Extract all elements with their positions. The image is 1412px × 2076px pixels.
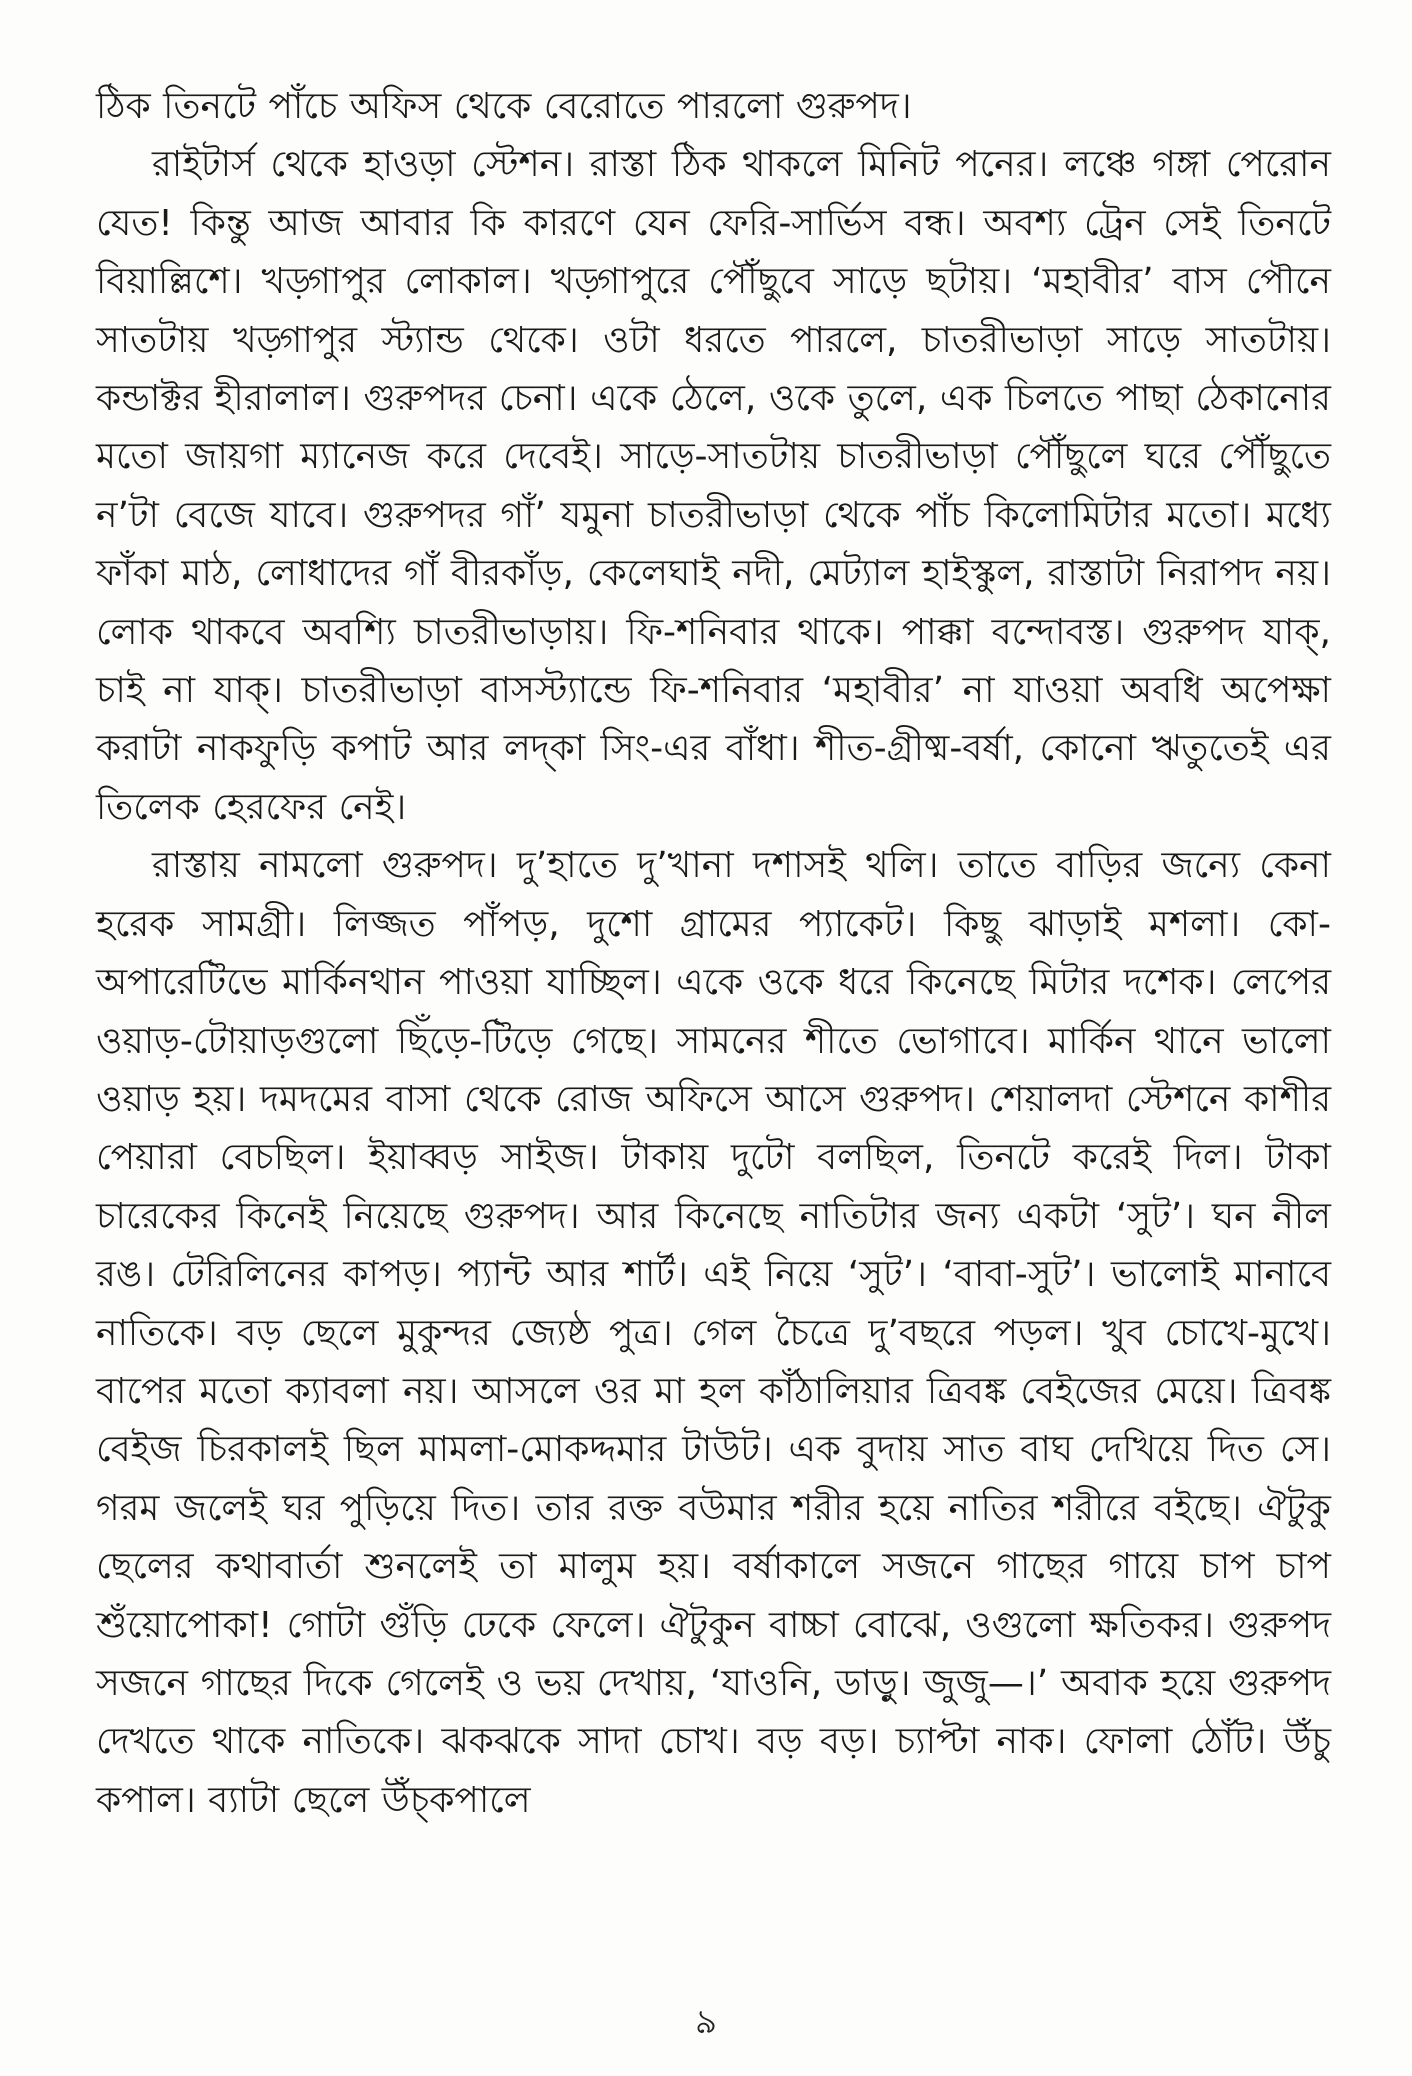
paragraph-2: রাইটার্স থেকে হাওড়া স্টেশন। রাস্তা ঠিক থাকলে মিনিট পনের। লঞ্চে গঙ্গা পেরোন যেত! কিন্তু আজ আবার কি কারণে যেন ফেরি-সার্ভিস বন্ধ। অবশ্য ট্রেন সেই তিনটে বিয়াল্লিশে। খড়্গাপুর লোকাল। খড়্গাপুরে পৌঁছুবে সাড়ে ছটায়। ‘মহাবীর’ বাস পৌনে সাতটায় খড়্গাপুর স্ট্যান্ড থেকে। ওটা ধরতে পারলে, চাতরীভাড়া সাড়ে সাতটায়। কন্ডাক্টর হীরালাল। গুরুপদর চেনা। একে ঠেলে, ওকে তুলে, এক চিলতে পাছা ঠেকানোর মতো জায়গা ম্যানেজ করে দেবেই। সাড়ে-সাতটায় চাতরীভাড়া পৌঁছুলে ঘরে পৌঁছুতে ন’টা বেজে যাবে। গুরুপদর গাঁ’ যমুনা চাতরীভাড়া থেকে পাঁচ কিলোমিটার মতো। মধ্যে ফাঁকা মাঠ, লোধাদের গাঁ বীরকাঁড়, কেলেঘাই নদী, মেট্যাল হাইস্কুল, রাস্তাটা নিরাপদ নয়। লোক থাকবে অবশ্যি চাতরীভাড়ায়। ফি-শনিবার থাকে। পাক্কা বন্দোবস্ত। গুরুপদ যাক্, চাই না যাক্। চাতরীভাড়া বাসস্ট্যান্ডে ফি-শনিবার ‘মহাবীর’ না যাওয়া অবধি অপেক্ষা করাটা নাকফুড়ি কপাট আর লদ্কা সিং-এর বাঁধা। শীত-গ্রীষ্ম-বর্ষা, কোনো ঋতুতেই এর তিলেক হেরফের নেই। xyxy=(96,144,1331,828)
page-text-body xyxy=(96,78,1331,1830)
paragraph-3: রাস্তায় নামলো গুরুপদ। দু’হাতে দু’খানা দশাসই থলি। তাতে বাড়ির জন্যে কেনা হরেক সামগ্রী। লিজ্জত পাঁপড়, দুশো গ্রামের প্যাকেট। কিছু ঝাড়াই মশলা। কো-অপারেটিভে মার্কিনথান পাওয়া যাচ্ছিল। একে ওকে ধরে কিনেছে মিটার দশেক। লেপের ওয়াড়-টোয়াড়গুলো ছিঁড়ে-টিড়ে গেছে। সামনের শীতে ভোগাবে। মার্কিন থানে ভালো ওয়াড় হয়। দমদমের বাসা থেকে রোজ অফিসে আসে গুরুপদ। শেয়ালদা স্টেশনে কাশীর পেয়ারা বেচছিল। ইয়াব্বড় সাইজ। টাকায় দুটো বলছিল, তিনটে করেই দিল। টাকা চারেকের কিনেই নিয়েছে গুরুপদ। আর কিনেছে নাতিটার জন্য একটা ‘সুট’। ঘন নীল রঙ। টেরিলিনের কাপড়। প্যান্ট আর শার্ট। এই নিয়ে ‘সুট’। ‘বাবা-সুট’। ভালোই মানাবে নাতিকে। বড় ছেলে মুকুন্দর জ্যেষ্ঠ পুত্র। গেল চৈত্রে দু’বছরে পড়ল। খুব চোখে-মুখে। বাপের মতো ক্যাবলা নয়। আসলে ওর মা হল কাঁঠালিয়ার ত্রিবঙ্ক বেইজের মেয়ে। ত্রিবঙ্ক বেইজ চিরকালই ছিল মামলা-মোকদ্দমার টাউট। এক বুদায় সাত বাঘ দেখিয়ে দিত সে। গরম জলেই ঘর পুড়িয়ে দিত। তার রক্ত বউমার শরীর হয়ে নাতির শরীরে বইছে। ঐটুকু ছেলের কথাবার্তা শুনলেই তা মালুম হয়। বর্ষাকালে সজনে গাছের গায়ে চাপ চাপ শুঁয়োপোকা! গোটা গুঁড়ি ঢেকে ফেলে। ঐটুকুন বাচ্চা বোঝে, ওগুলো ক্ষতিকর। গুরুপদ সজনে গাছের দিকে গেলেই ও ভয় দেখায়, ‘যাওনি, ডাড়ু। জুজু—।’ অবাক হয়ে গুরুপদ দেখতে থাকে নাতিকে। ঝকঝকে সাদা চোখ। বড় বড়। চ্যাপ্টা নাক। ফোলা ঠোঁট। উঁচু কপাল। ব্যাটা ছেলে উঁচ্কপালে xyxy=(96,845,1331,1821)
paragraph-1: ঠিক তিনটে পাঁচে অফিস থেকে বেরোতে পারলো গুরুপদ। xyxy=(96,86,912,127)
page-number: ৯ xyxy=(694,2002,718,2042)
